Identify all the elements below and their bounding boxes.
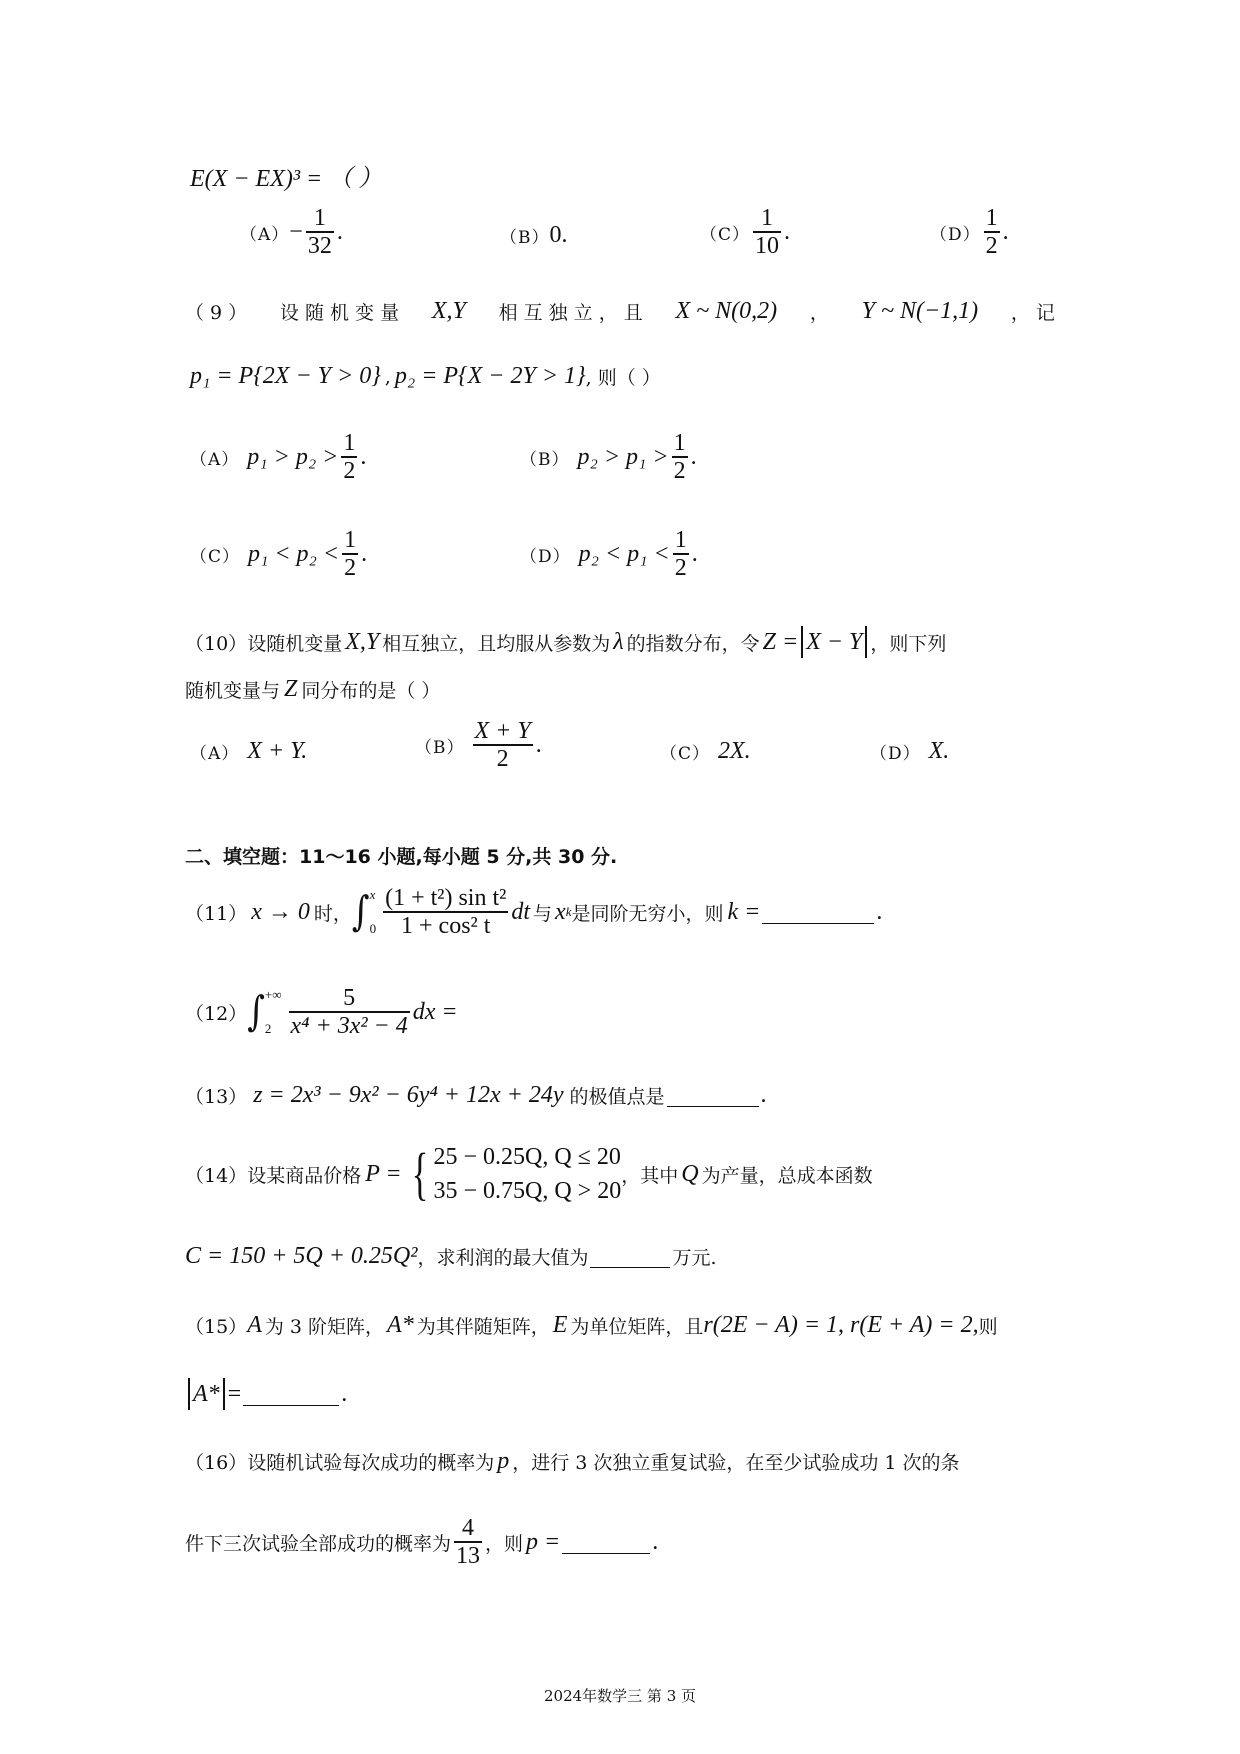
q14-line2: C = 150 + 5Q + 0.25Q² ，求利润的最大值为 万元. bbox=[185, 1243, 717, 1269]
q16-line2: 件下三次试验全部成功的概率为 $\frac{4}{13}$ ，则 p = . bbox=[185, 1515, 659, 1569]
q9-option-b: （B） p₂ > p₁ > $\frac{1}{2}$ . bbox=[520, 430, 697, 484]
fraction: $\frac{1}{2}$ bbox=[673, 430, 686, 484]
q8-option-c: （C） $\frac{1}{10}$ . bbox=[700, 205, 791, 259]
section-fill-in-heading: 二、填空题：11～16 小题,每小题 5 分,共 30 分. bbox=[185, 846, 618, 868]
fraction: $\frac{1}{2}$ bbox=[985, 205, 998, 259]
q15-line2: A* = . bbox=[185, 1378, 347, 1410]
left-brace: { bbox=[411, 1141, 428, 1206]
q14-line1: （14） 设某商品价格 P = { 25 − 0.25Q, Q ≤ 20 35 − 0.75Q, Q > 20 ，其中 Q 为产量，总成本函数 bbox=[185, 1141, 873, 1206]
q9-line2: p₁ = P{2X − Y > 0} , p₂ = P{X − 2Y > 1} , 则（ ） bbox=[190, 363, 661, 389]
q8-stem bbox=[190, 158, 382, 193]
q12: （12） ∫ +∞ 2 $\frac{5}{\text{x⁴ + 3x² − 4}}$ dx = bbox=[185, 985, 458, 1039]
fraction: $\frac{4}{13}$ bbox=[456, 1515, 481, 1569]
q9-option-a: （A） p₁ > p₂ > $\frac{1}{2}$ . bbox=[190, 430, 367, 484]
q9-option-c: （C） p₁ < p₂ < $\frac{1}{2}$ . bbox=[190, 527, 368, 581]
integral-sign: ∫ bbox=[351, 888, 370, 936]
answer-blank[interactable] bbox=[590, 1245, 670, 1268]
q10-option-c: （C） 2X. bbox=[660, 738, 751, 764]
q8-option-a: （A） − $\frac{1}{32}$ . bbox=[240, 205, 343, 259]
answer-blank[interactable] bbox=[667, 1084, 759, 1107]
q9-option-d: （D） p₂ < p₁ < $\frac{1}{2}$ . bbox=[520, 527, 698, 581]
fraction: $\frac{1}{10}$ bbox=[755, 205, 780, 259]
q8-stem-text: E(X − EX)³ = （ ） bbox=[190, 166, 383, 192]
page-footer: 2024年数学三 第 3 页 bbox=[543, 1687, 697, 1705]
q9-line1: （ 9 ） 设 随 机 变 量 X,Y 相 互 独 立 ， 且 X ~ N(0,2) ， Y ~ N(−1,1) ， 记 bbox=[185, 298, 1055, 324]
q15-line1: （15） A 为 3 阶矩阵， A* 为其伴随矩阵， E 为单位矩阵，且 r(2E − A) = 1, r(E + A) = 2, 则 bbox=[185, 1312, 998, 1338]
fraction: $\frac{1}{32}$ bbox=[307, 205, 332, 259]
fraction: $\frac{1}{2}$ bbox=[344, 527, 357, 581]
fraction: $\frac{X + Y}{2}$ bbox=[474, 718, 531, 772]
q10-option-a: （A） X + Y. bbox=[190, 738, 308, 764]
q10-line2: 随机变量与 Z 同分布的是（ ） bbox=[185, 676, 441, 702]
integral-sign: ∫ bbox=[247, 988, 265, 1036]
fraction: $\frac{5}{\text{x⁴ + 3x² − 4}}$ bbox=[290, 985, 408, 1039]
q10-option-d: （D） X. bbox=[870, 738, 950, 764]
q8-option-b: （B） 0 . bbox=[500, 222, 568, 248]
answer-blank[interactable] bbox=[762, 901, 874, 924]
q8-option-d: （D） $\frac{1}{2}$ . bbox=[930, 205, 1009, 259]
q16-line1: （16） 设随机试验每次成功的概率为 p ，进行 3 次独立重复试验，在至少试验成功 1 次的条 bbox=[185, 1448, 960, 1474]
fraction: $\frac{1}{2}$ bbox=[674, 527, 687, 581]
answer-blank[interactable] bbox=[562, 1531, 650, 1554]
answer-blank[interactable] bbox=[243, 1383, 339, 1406]
fraction: $\frac{\text{(1 + t²) sin t²}}{\text{1 + cos² t}}$ bbox=[385, 885, 507, 939]
q13: （13） z = 2x³ − 9x² − 6y⁴ + 12x + 24y 的极值点是 . bbox=[185, 1082, 767, 1108]
fraction: $\frac{1}{2}$ bbox=[343, 430, 356, 484]
q10-option-b: （B） $\frac{X + Y}{2}$ . bbox=[415, 718, 542, 772]
q11: （11） x → 0 时， ∫ x 0 $\frac{\text{(1 + t²) sin t²}}{\text{1 + cos² t}}$ dt 与 x k 是同阶无穷小，则 k = . bbox=[185, 885, 883, 939]
q10-line1: （10） 设随机变量 X,Y 相互独立，且均服从参数为 λ 的指数分布，令 Z = X − Y ，则下列 bbox=[185, 626, 946, 658]
